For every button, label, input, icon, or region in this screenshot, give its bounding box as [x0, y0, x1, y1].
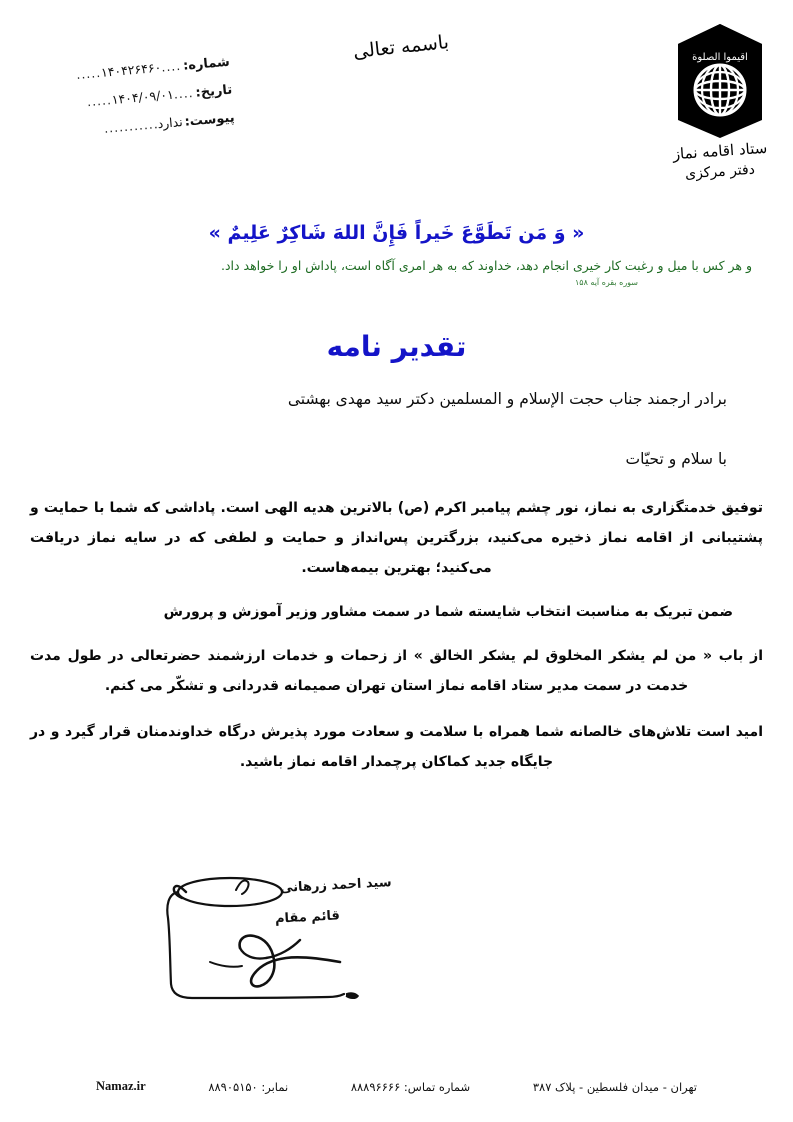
meta-dots-left-attachment: ..........: [103, 116, 155, 136]
body-paragraph-3: از باب « من لم یشکر المخلوق لم یشکر الخالق » از زحمات و خدمات ارزشمند حضرتعالی در طول مدت خدمت در سمت مدیر ستاد اقامه نماز استان تهران صمیمانه قدردانی و تشکّر می کنم.: [30, 648, 763, 695]
footer-address: تهران - میدان فلسطین - پلاک ۳۸۷: [532, 1079, 697, 1094]
meta-dots-right-date: ....: [173, 84, 195, 102]
footer-fax: نمابر: ۸۸۹۰۵۱۵۰: [208, 1079, 289, 1094]
body-paragraph-4: امید است تلاش‌های خالصانه شما همراه با سلامت و سعادت مورد پذیرش درگاه خداوندمنان قرار گیرد و در جایگاه جدید کماکان پرچمدار اقامه نماز باشید.: [30, 724, 763, 771]
meta-label-number: شماره:: [182, 54, 231, 74]
quran-verse-block: [0, 222, 793, 287]
letter-meta-block: [35, 54, 237, 155]
letterhead-footer: [0, 1079, 793, 1094]
body-paragraph-2: ضمن تبریک به مناسبت انتخاب شایسته شما در سمت مشاور وزیر آموزش و پرورش: [163, 603, 733, 620]
basmaleh-text: باسمه تعالی: [352, 31, 450, 63]
prayer-hq-emblem-icon: [672, 22, 768, 140]
meta-value-attachment: ندارد.: [152, 113, 184, 132]
logo-org-name: ستاد اقامه نماز: [672, 138, 768, 164]
meta-row-attachment: [40, 109, 236, 142]
meta-label-attachment: پیوست:: [184, 110, 236, 130]
signer-role: قائم مقام: [274, 908, 341, 927]
footer-phone: شماره تماس: ۸۸۸۹۶۶۶۶: [350, 1079, 471, 1094]
svg-text:اقیموا الصلوة: اقیموا الصلوة: [692, 52, 748, 63]
organization-logo: [662, 22, 778, 183]
meta-dots-left-number: .....: [75, 64, 102, 83]
logo-org-office: دفتر مرکزی: [684, 161, 756, 183]
footer-website[interactable]: Namaz.ir: [96, 1079, 146, 1093]
meta-dots-right-number: ....: [160, 57, 182, 75]
verse-persian-translation: و هر کس با میل و رغبت کار خیری انجام دهد، خداوند که به هر امری آگاه است، پاداش او را خواهد داد.: [220, 258, 753, 273]
meta-label-date: تاریخ:: [194, 82, 233, 101]
meta-row-number: [35, 54, 231, 87]
letterhead-header: [0, 0, 793, 200]
letter-body: [30, 386, 763, 777]
meta-value-date: ۱۴۰۴/۰۹/۰۱: [111, 86, 175, 108]
greeting-line: با سلام و تحیّات: [625, 450, 727, 469]
signer-name: سید احمد زرهانی: [280, 875, 393, 896]
meta-value-number: ۱۴۰۴۲۶۴۶۰: [100, 59, 162, 80]
recipient-line: برادر ارجمند جناب حجت الإسلام و المسلمین دکتر سید مهدی بهشتی: [287, 390, 727, 408]
signature-block: [150, 866, 400, 1006]
document-title: تقدیر نامه: [326, 330, 467, 363]
verse-arabic-text: « وَ مَن تَطَوَّعَ خَیراً فَإِنَّ اللهَ شَاكِرٌ عَلِیمٌ »: [208, 222, 585, 244]
meta-dots-left-date: .....: [86, 92, 113, 110]
verse-source-citation: سوره بقره آیه ۱۵۸: [574, 278, 639, 287]
meta-row-date: [37, 82, 233, 115]
body-paragraph-1: توفیق خدمتگزاری به نماز، نور چشم پیامبر اکرم (ص) بالاترین هدیه الهی است. پاداشی که شما با حمایت و پشتیبانی از اقامه نماز ذخیره می‌کنید، بزرگترین پس‌انداز و حمایت و لطفی که در سایه نماز دریافت می‌کنید؛ بهترین بیمه‌هاست.: [30, 499, 763, 576]
